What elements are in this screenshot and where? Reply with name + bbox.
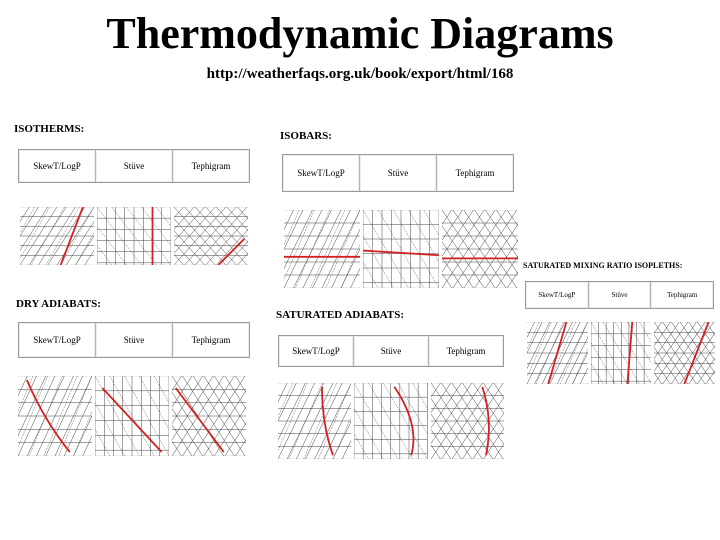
stuve-thumbnail: [97, 207, 171, 265]
tab-skewt[interactable]: SkewT/LogP: [278, 336, 353, 366]
adiabat-line: [384, 383, 428, 459]
diagram-tab-row: [18, 149, 250, 183]
panel-label: DRY ADIABATS:: [16, 298, 101, 310]
panel-label: ISOBARS:: [280, 130, 332, 142]
skewt-thumbnail: [284, 210, 360, 288]
tab-stuve[interactable]: Stüve: [95, 150, 172, 182]
diagram-thumbnails: [18, 376, 246, 456]
skewt-thumbnail: [18, 376, 92, 456]
highlight-line: [218, 239, 244, 265]
tab-tephigram[interactable]: Tephigram: [172, 150, 250, 182]
diagram-tab-row: [18, 322, 250, 358]
diagram-tab-row: [525, 281, 714, 309]
tab-tephigram[interactable]: Tephigram: [436, 155, 514, 191]
stuve-thumbnail: [95, 376, 169, 456]
highlight-line: [627, 322, 632, 384]
adiabat-line: [363, 210, 409, 288]
saturated-adiabats-panel: [276, 309, 506, 461]
adiabat-line: [409, 210, 439, 288]
adiabat-line: [615, 322, 651, 384]
tab-stuve[interactable]: Stüve: [588, 282, 651, 308]
tephigram-thumbnail: [174, 207, 248, 265]
adiabat-line: [125, 376, 169, 456]
tab-skewt[interactable]: SkewT/LogP: [18, 323, 95, 357]
diagram-tab-row: [282, 154, 514, 192]
skewt-thumbnail: [20, 207, 94, 265]
tab-skewt[interactable]: SkewT/LogP: [525, 282, 588, 308]
adiabat-line: [363, 210, 393, 288]
panel-label: SATURATED MIXING RATIO ISOPLETHS:: [523, 261, 683, 270]
skewt-thumbnail: [278, 383, 351, 459]
dry-adiabats-panel: [16, 298, 256, 458]
tab-skewt[interactable]: SkewT/LogP: [282, 155, 359, 191]
tab-stuve[interactable]: Stüve: [359, 155, 436, 191]
diagram-thumbnails: [284, 210, 518, 288]
tab-skewt[interactable]: SkewT/LogP: [18, 150, 95, 182]
page-title: Thermodynamic Diagrams: [106, 9, 614, 58]
tephigram-thumbnail: [431, 383, 504, 459]
tab-tephigram[interactable]: Tephigram: [650, 282, 714, 308]
stuve-thumbnail: [363, 210, 439, 288]
adiabat-line: [97, 207, 127, 265]
tephigram-thumbnail: [654, 322, 715, 384]
isotherms-panel: [14, 123, 259, 268]
adiabat-line: [591, 322, 615, 384]
isobars-panel: [280, 130, 522, 290]
adiabat-line: [141, 207, 171, 265]
tephigram-thumbnail: [172, 376, 246, 456]
tab-stuve[interactable]: Stüve: [95, 323, 172, 357]
panel-label: ISOTHERMS:: [14, 123, 85, 135]
adiabat-line: [639, 322, 651, 384]
adiabat-line: [354, 383, 383, 459]
panel-label: SATURATED ADIABATS:: [276, 309, 405, 321]
adiabat-line: [393, 210, 439, 288]
mixing-ratio-panel: [523, 261, 716, 385]
source-url[interactable]: http://weatherfaqs.org.uk/book/export/html/168: [206, 66, 514, 82]
adiabat-line: [95, 376, 125, 456]
diagram-tab-row: [278, 335, 504, 367]
adiabat-line: [591, 322, 627, 384]
adiabat-line: [354, 383, 398, 459]
adiabat-line: [591, 322, 603, 384]
stuve-thumbnail: [591, 322, 652, 384]
diagram-thumbnails: [278, 383, 504, 459]
diagram-thumbnails: [527, 322, 715, 384]
skewt-thumbnail: [527, 322, 588, 384]
adiabat-line: [127, 207, 171, 265]
diagram-thumbnails: [20, 207, 248, 265]
adiabat-line: [97, 207, 141, 265]
tab-tephigram[interactable]: Tephigram: [172, 323, 250, 357]
adiabat-line: [95, 376, 139, 456]
tephigram-thumbnail: [442, 210, 518, 288]
tab-stuve[interactable]: Stüve: [353, 336, 428, 366]
stuve-thumbnail: [354, 383, 427, 459]
tab-tephigram[interactable]: Tephigram: [428, 336, 504, 366]
